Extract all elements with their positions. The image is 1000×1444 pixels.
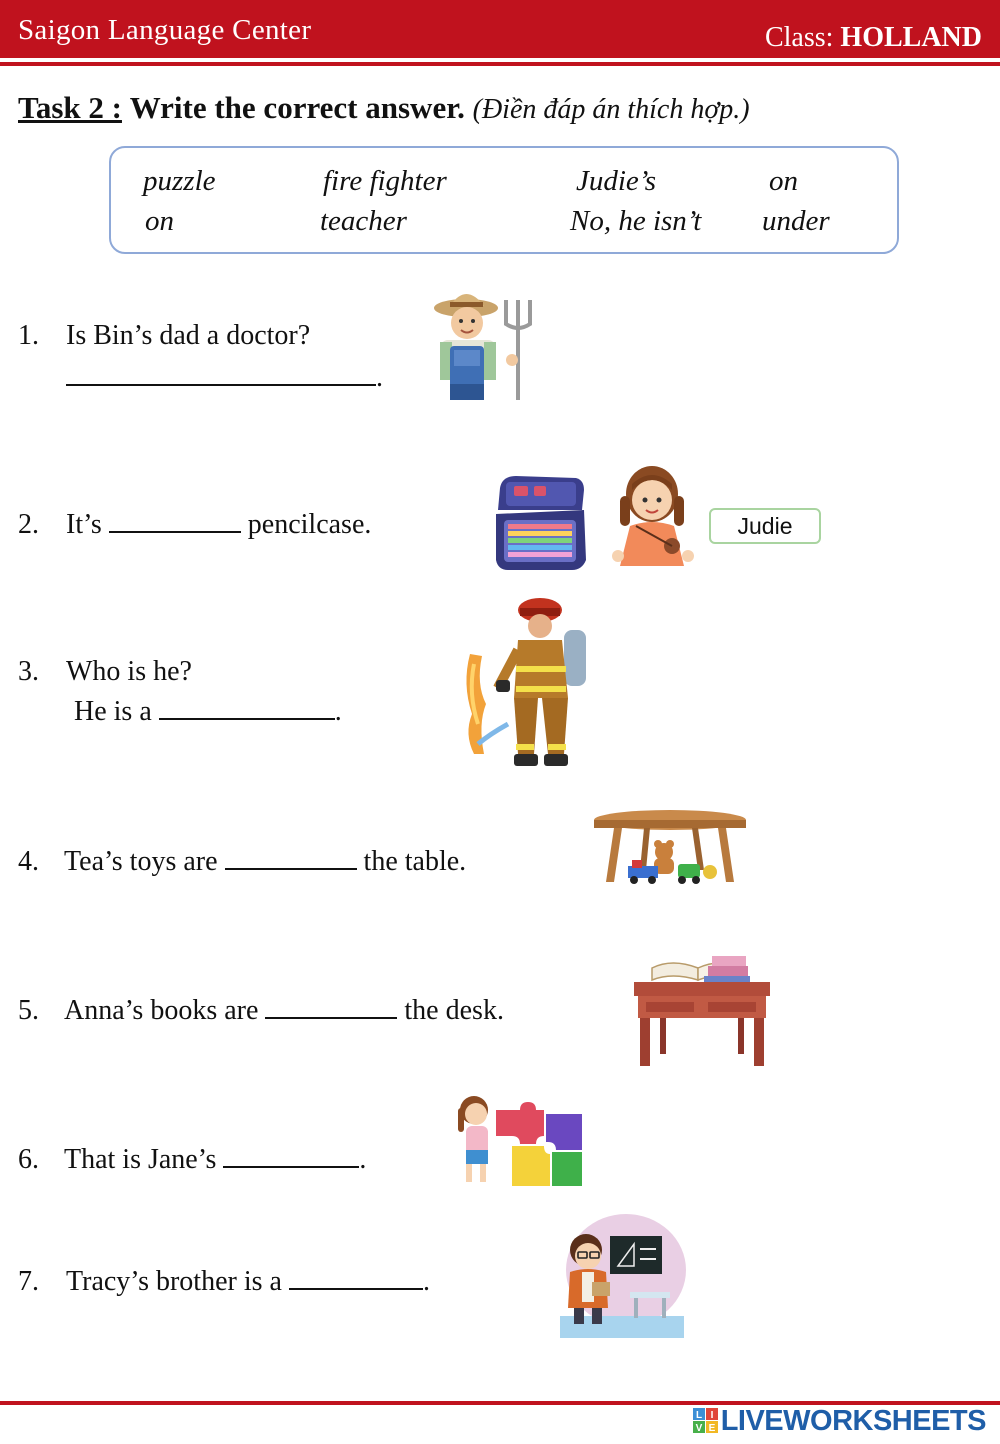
task-instruction: Write the correct answer. [129,90,465,125]
liveworksheets-logo-icon [693,1408,719,1434]
question-text: Who is he? [66,656,192,687]
question-3 [18,656,192,688]
answer-blank[interactable] [289,1264,423,1290]
word-bank-item: teacher [320,205,407,237]
books-on-desk-image [632,950,772,1070]
pencil-case-image [492,470,588,574]
class-info [765,22,982,54]
word-bank-item: on [145,205,174,237]
logo-letter: L [695,1410,702,1421]
question-number: 4. [18,846,39,877]
answer-blank[interactable] [66,360,376,386]
class-label: Class: [764,22,834,53]
toys-under-table-image [592,808,748,886]
question-6: 6. That is Jane’s . [18,1144,367,1175]
answer-line-3: He is a . [74,696,342,727]
name-tag-judie: Judie [709,508,821,544]
question-text: Is Bin’s dad a doctor? [66,320,311,351]
header-bar [0,0,1000,58]
logo-letter: E [708,1423,716,1434]
puzzle-image [446,1090,586,1190]
question-2: 2. It’s pencilcase. [18,509,372,540]
task-label: Task 2 : [18,90,122,125]
farmer-image [432,280,542,404]
question-number: 7. [18,1266,39,1297]
word-bank-item: on [769,165,798,197]
school-name: Saigon Language Center [18,14,312,46]
question-number: 5. [18,995,39,1026]
question-number: 2. [18,509,39,540]
header-divider [0,62,1000,66]
answer-blank[interactable] [223,1142,359,1168]
logo-letter: V [695,1423,703,1434]
logo-letter: I [710,1410,714,1421]
liveworksheets-brand[interactable]: LIVEWORKSHEETS [720,1404,986,1437]
answer-line-1: . [66,360,383,394]
question-5: 5. Anna’s books are the desk. [18,995,504,1026]
answer-blank[interactable] [159,694,335,720]
question-number: 1. [18,320,39,351]
task-translation: (Điền đáp án thích hợp.) [472,94,750,125]
question-number: 3. [18,656,39,687]
word-bank-item: fire fighter [323,165,447,197]
liveworksheets-logo [693,1404,986,1438]
question-7: 7. Tracy’s brother is a . [18,1266,430,1297]
firefighter-image [460,594,600,770]
class-name: HOLLAND [840,22,982,53]
teacher-image [556,1212,688,1340]
word-bank-item: No, he isn’t [570,205,702,237]
question-number: 6. [18,1144,39,1175]
answer-blank[interactable] [109,507,241,533]
question-4: 4. Tea’s toys are the table. [18,846,467,877]
question-1 [18,320,310,352]
answer-blank[interactable] [265,993,397,1019]
word-bank-item: under [762,205,830,237]
task-title [18,90,750,126]
word-bank-item: puzzle [143,165,216,197]
girl-judie-image [606,460,698,572]
answer-blank[interactable] [225,844,357,870]
word-bank-item: Judie’s [576,165,657,197]
